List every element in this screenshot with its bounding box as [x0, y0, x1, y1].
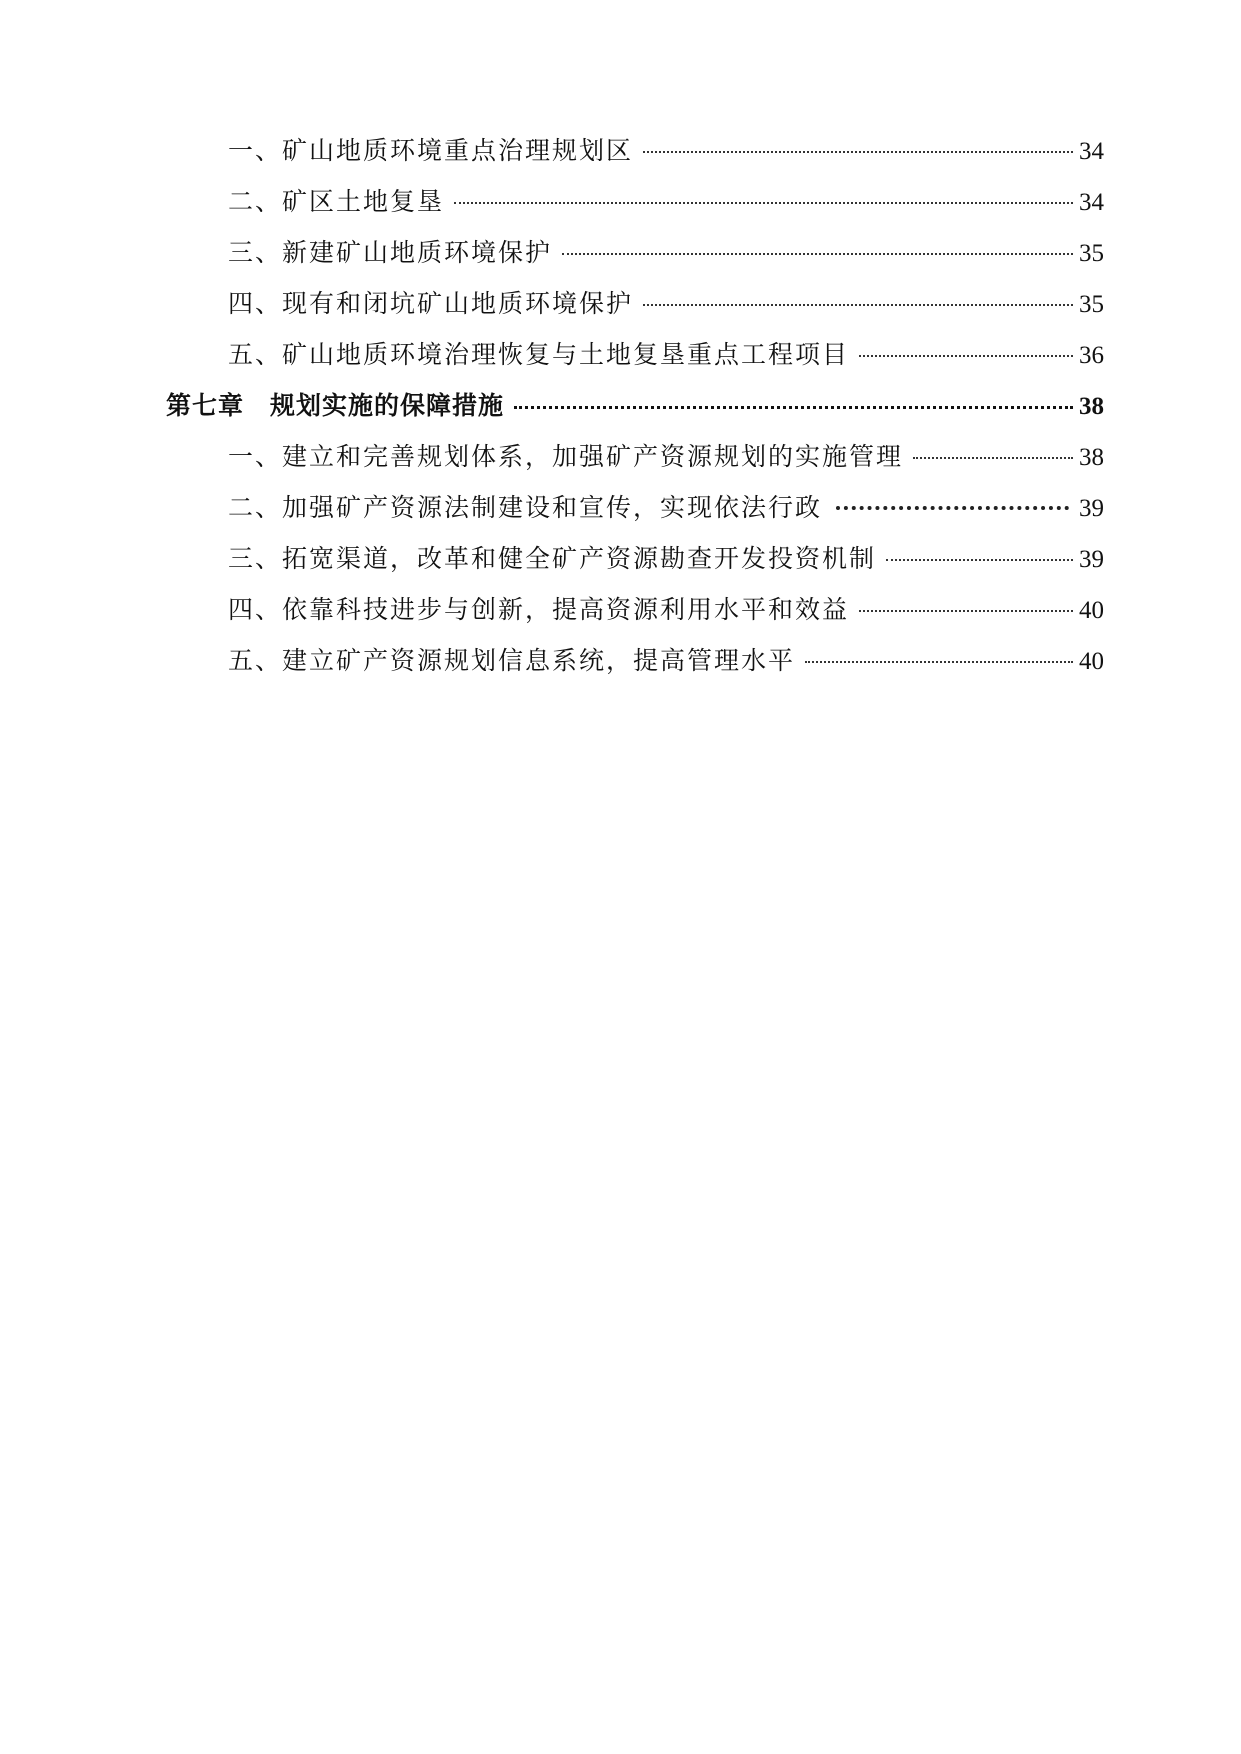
toc-entry-title: 四、依靠科技进步与创新，提高资源利用水平和效益 [228, 595, 850, 624]
toc-entry-title: 三、拓宽渠道，改革和健全矿产资源勘查开发投资机制 [228, 544, 877, 573]
toc-entry[interactable] [228, 539, 1104, 579]
toc-page-number: 40 [1079, 597, 1104, 624]
toc-page-number: 35 [1079, 291, 1104, 318]
toc-entry[interactable] [228, 590, 1104, 630]
toc-entry[interactable] [228, 182, 1104, 222]
toc-dot-leader [805, 661, 1073, 663]
toc-entry-title: 二、加强矿产资源法制建设和宣传，实现依法行政 [228, 493, 823, 522]
toc-entry-title: 一、矿山地质环境重点治理规划区 [228, 136, 634, 165]
toc-entry-title: 四、现有和闭坑矿山地质环境保护 [228, 289, 634, 318]
toc-page-number: 36 [1079, 342, 1104, 369]
toc-page-number: 39 [1079, 495, 1104, 522]
toc-dot-leader [562, 253, 1073, 255]
toc-entry-title: 三、新建矿山地质环境保护 [228, 238, 553, 267]
toc-entry[interactable] [228, 335, 1104, 375]
toc-page-number: 34 [1079, 189, 1104, 216]
toc-entry[interactable] [228, 437, 1104, 477]
toc-dot-leader [454, 202, 1073, 204]
toc-dot-leader [886, 559, 1073, 561]
toc-entry-title: 一、建立和完善规划体系，加强矿产资源规划的实施管理 [228, 442, 904, 471]
toc-chapter-title: 第七章 规划实施的保障措施 [166, 391, 505, 420]
toc-page-number: 38 [1079, 393, 1104, 420]
toc-entry-title: 五、矿山地质环境治理恢复与土地复垦重点工程项目 [228, 340, 850, 369]
toc-dot-leader [643, 304, 1073, 306]
toc-page-number: 39 [1079, 546, 1104, 573]
toc-entry[interactable] [228, 641, 1104, 681]
toc-dot-leader [913, 457, 1073, 459]
toc-entry-title: 五、建立矿产资源规划信息系统，提高管理水平 [228, 646, 796, 675]
toc-entry[interactable] [228, 131, 1104, 171]
toc-entry[interactable] [228, 233, 1104, 273]
toc-page-number: 40 [1079, 648, 1104, 675]
toc-dot-leader [643, 151, 1073, 153]
toc-page-number: 35 [1079, 240, 1104, 267]
toc-dot-leader [859, 355, 1073, 357]
toc-entry-title: 二、矿区土地复垦 [228, 187, 445, 216]
toc-page-number: 38 [1079, 444, 1104, 471]
toc-dot-leader [836, 506, 1069, 510]
toc-dot-leader [514, 406, 1073, 409]
toc-entry[interactable] [228, 284, 1104, 324]
toc-chapter-entry[interactable] [166, 386, 1104, 426]
toc-dot-leader [859, 610, 1073, 612]
toc-page-number: 34 [1079, 138, 1104, 165]
toc-entry[interactable] [228, 488, 1104, 528]
